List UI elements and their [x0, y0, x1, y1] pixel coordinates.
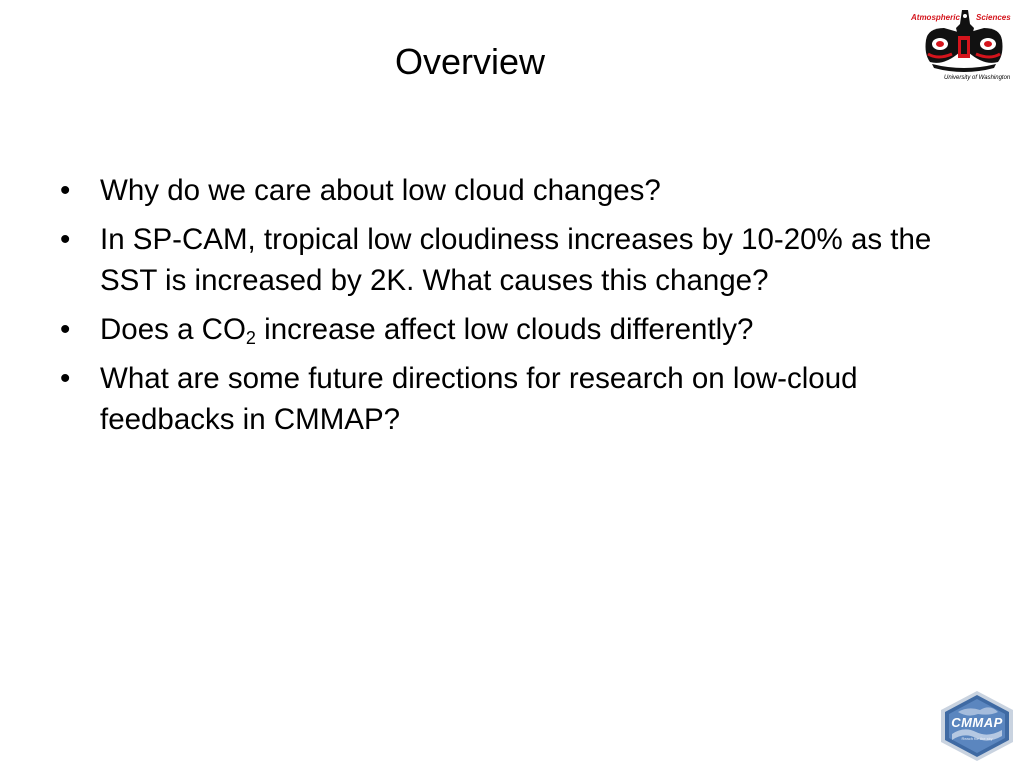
bullet-marker: •: [60, 223, 71, 256]
bullet-text-end: increase affect low clouds differently?: [255, 313, 754, 346]
subscript: 2: [245, 328, 256, 348]
cmmap-name: CMMAP: [951, 715, 1003, 730]
uw-atmospheric-sciences-logo: [908, 6, 1018, 88]
list-item: [58, 170, 978, 211]
list-item: [58, 358, 978, 440]
cmmap-logo: [938, 690, 1016, 762]
bullet-text: In SP-CAM, tropical low cloudiness increases by 10-20% as the SST is increased by 2K. What causes this change?: [100, 223, 932, 297]
slide-title: Overview: [394, 41, 546, 82]
cmmap-tagline: Reach for the sky: [961, 736, 993, 741]
bullet-text: Why do we care about low cloud changes?: [100, 174, 661, 207]
list-item: [58, 219, 978, 301]
logo-word-atmospheric: Atmospheric: [911, 13, 960, 22]
bullet-text: What are some future directions for research on low-cloud feedbacks in CMMAP?: [100, 362, 858, 436]
list-item: [58, 309, 978, 350]
logo-university: University of Washington: [944, 75, 1011, 81]
bullet-marker: •: [60, 313, 71, 346]
bullet-marker: •: [60, 174, 71, 207]
bullet-marker: •: [60, 362, 71, 395]
logo-word-sciences: Sciences: [976, 13, 1011, 22]
bullet-text-start: Does a CO: [100, 313, 246, 346]
bullet-list: [58, 170, 978, 448]
